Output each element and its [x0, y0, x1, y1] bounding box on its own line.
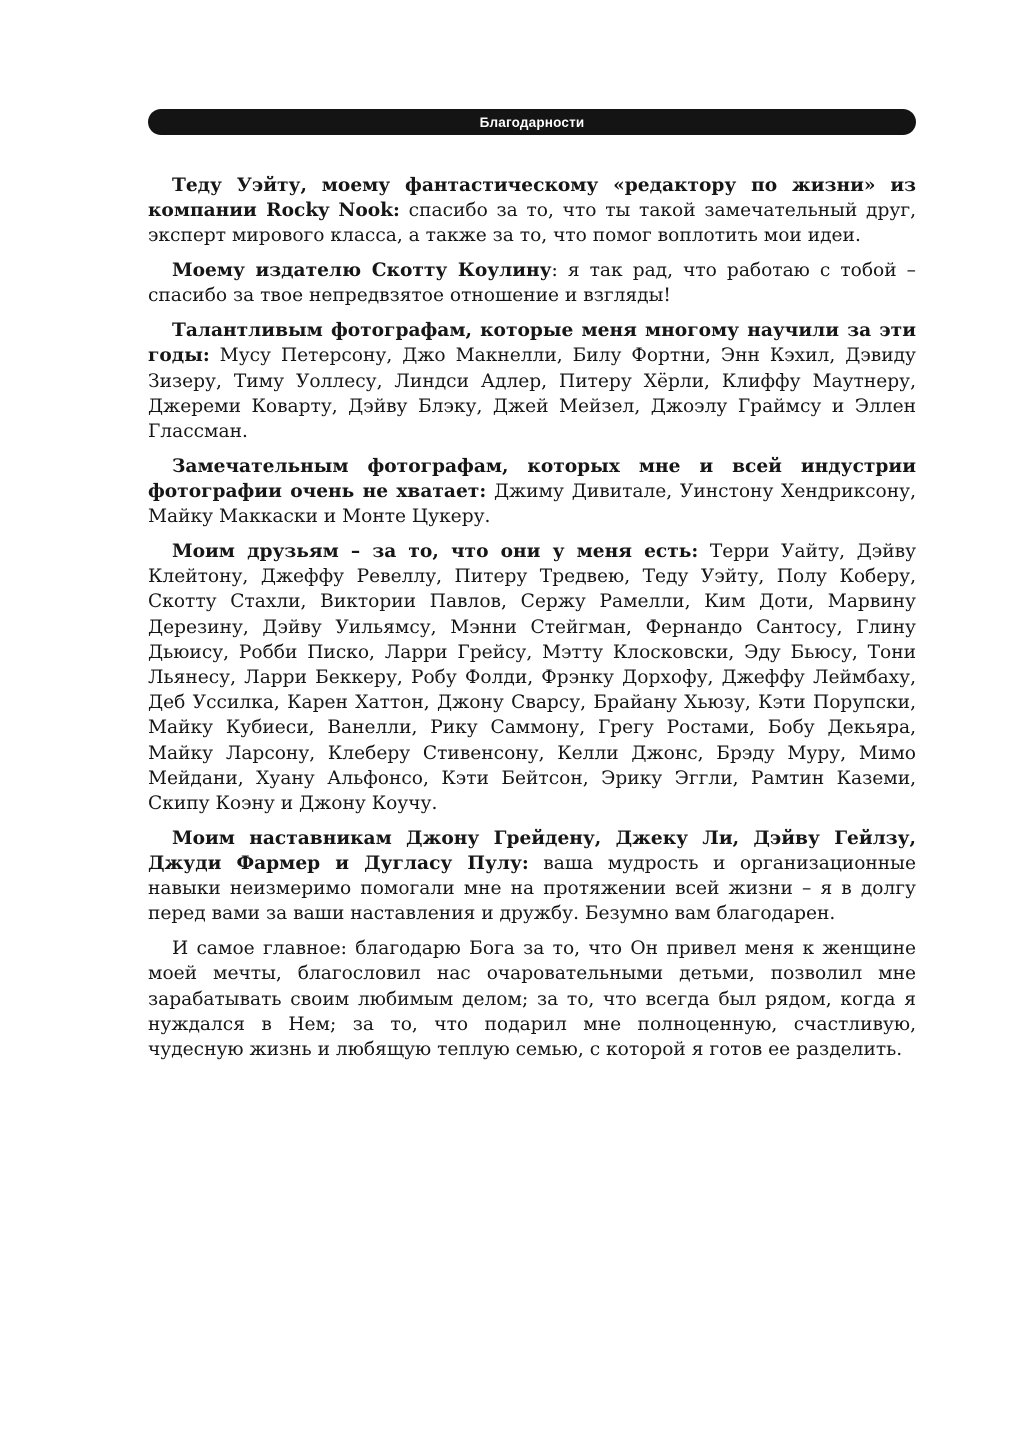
- acknowledgements-body: [148, 173, 916, 1072]
- paragraph-photographers: [148, 318, 916, 444]
- paragraph-lead: Замечательным фотографам, которых мне и всей индустрии фотографии очень не хватает:: [148, 455, 916, 503]
- paragraph-text: Терри Уайту, Дэйву Клейтону, Джеффу Ревеллу, Питеру Тредвею, Теду Уэйту, Полу Коберу, Скотту Стахли, Виктории Павлов, Сержу Рамелли, Ким Доти, Марвину Дерезину, Дэйву Уильямсу, Мэнни Стейгман, Фернандо Сантосу, Глину Дьюису, Робби Писко, Ларри Грейсу, Мэтту Клосковски, Эду Бьюсу, Тони Льянесу, Ларри Беккеру, Робу Фолди, Фрэнку Дорхофу, Джеффу Леймбаху, Деб Уссилка, Карен Хаттон, Джону Сварсу, Брайану Хьюзу, Кэти Порупски, Майку Кубиеси, Ванелли, Рику Саммону, Грегу Ростами, Бобу Декьяра, Майку Ларсону, Клеберу Стивенсону, Келли Джонс, Брэду Муру, Мимо Мейдани, Хуану Альфонсо, Кэти Бейтсон, Эрику Эггли, Рамтин Каземи, Скипу Коэну и Джону Коучу.: [148, 541, 917, 815]
- running-header-title: Благодарности: [479, 114, 585, 130]
- paragraph-text: И самое главное: благодарю Бога за то, что Он привел меня к женщине моей мечты, благословил нас очаровательными детьми, позволил мне зарабатывать своим любимым делом; за то, что всегда был рядом, когда я нуждался в Нем; за то, что подарил мне полноценную, счастливую, чудесную жизнь и любящую теплую семью, с которой я готов ее разделить.: [148, 938, 916, 1061]
- paragraph-lead: Моим друзьям – за то, что они у меня есть:: [172, 541, 699, 563]
- paragraph-editor: [148, 173, 916, 249]
- paragraph-text: Джиму Дивитале, Уинстону Хендриксону, Майку Маккаски и Монте Цукеру.: [148, 481, 916, 528]
- paragraph-missed-photographers: [148, 454, 916, 530]
- paragraph-text: : я так рад, что работаю с тобой – спасибо за твое непредвзятое отношение и взгляды!: [148, 260, 916, 307]
- paragraph-text: Мусу Петерсону, Джо Макнелли, Билу Фортни, Энн Кэхил, Дэвиду Зизеру, Тиму Уоллесу, Линдси Адлер, Питеру Хёрли, Клиффу Маутнеру, Джереми Коварту, Дэйву Блэку, Джей Мейзел, Джоэлу Граймсу и Эллен Глассман.: [148, 345, 916, 443]
- paragraph-lead: Теду Уэйту, моему фантастическому «редактору по жизни» из компании Rocky Nook:: [148, 175, 916, 222]
- paragraph-text: ваша мудрость и организационные навыки неизмеримо помогали мне на протяжении всей жизни – я в долгу перед вами за ваши наставления и дружбу. Безумно вам благодарен.: [148, 853, 916, 925]
- paragraph-friends: [148, 539, 916, 816]
- running-header-bar: [148, 109, 916, 135]
- paragraph-lead: Талантливым фотографам, которые меня многому научили за эти годы:: [148, 320, 916, 367]
- paragraph-lead: Моим наставникам Джону Грейдену, Джеку Ли, Дэйву Гейлзу, Джуди Фармер и Дугласу Пулу:: [148, 827, 916, 875]
- paragraph-lead: Моему издателю Скотту Коулину: [172, 260, 552, 282]
- paragraph-mentors: [148, 826, 916, 927]
- paragraph-publisher: [148, 258, 916, 308]
- paragraph-most-important: [148, 936, 916, 1062]
- paragraph-text: спасибо за то, что ты такой замечательный друг, эксперт мирового класса, а также за то, что помог воплотить мои идеи.: [148, 200, 916, 247]
